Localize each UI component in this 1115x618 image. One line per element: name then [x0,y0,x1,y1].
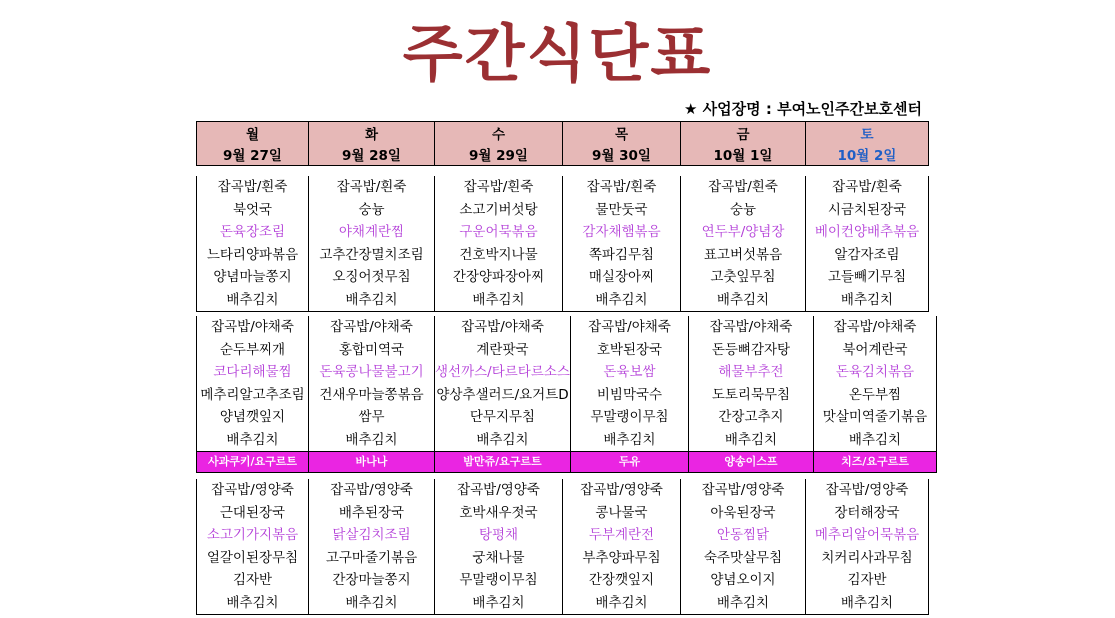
menu-row [197,361,937,384]
lunch-item: 배추김치 [813,429,936,452]
breakfast-item: 쪽파김무침 [563,244,681,267]
dinner-item: 부추양파무침 [563,547,681,570]
menu-row [197,244,929,267]
breakfast-item: 매실장아찌 [563,266,681,289]
dinner-item: 배추김치 [197,592,309,615]
dinner-item: 배추김치 [681,592,806,615]
breakfast-item: 숭늉 [309,199,435,222]
breakfast-item: 북엇국 [197,199,309,222]
dinner-item: 김자반 [806,569,929,592]
lunch-item: 잡곡밥/야채죽 [435,316,571,339]
lunch-item: 잡곡밥/야채죽 [688,316,813,339]
lunch-item: 순두부찌개 [197,339,309,362]
dinner-item: 치커리사과무침 [806,547,929,570]
dinner-item: 김자반 [197,569,309,592]
lunch-item: 무말랭이무침 [570,406,688,429]
lunch-item: 비빔막국수 [570,384,688,407]
menu-row [197,176,929,199]
breakfast-item: 잡곡밥/흰죽 [806,176,929,199]
lunch-item: 단무지무침 [435,406,571,429]
lunch-item: 돈육콩나물불고기 [309,361,435,384]
date-wed: 9월 29일 [435,143,563,166]
lunch-item: 쌈무 [309,406,435,429]
snack-item: 두유 [570,452,688,473]
breakfast-item: 배추김치 [806,289,929,312]
lunch-item: 배추김치 [435,429,571,452]
lunch-item: 양념깻잎지 [197,406,309,429]
day-mon: 월 [197,122,309,144]
date-tue: 9월 28일 [309,143,435,166]
lunch-item: 홍합미역국 [309,339,435,362]
breakfast-item: 베이컨양배추볶음 [806,221,929,244]
day-tue: 화 [309,122,435,144]
lunch-item: 해물부추전 [688,361,813,384]
dinner-item: 배추김치 [563,592,681,615]
day-header [196,121,929,166]
day-thu: 목 [563,122,681,144]
breakfast-item: 배추김치 [435,289,563,312]
menu-row [197,479,929,502]
dinner-item: 배추김치 [806,592,929,615]
breakfast-item: 잡곡밥/흰죽 [309,176,435,199]
breakfast-item: 간장양파장아찌 [435,266,563,289]
dinner-item: 아욱된장국 [681,502,806,525]
breakfast-item: 잡곡밥/흰죽 [197,176,309,199]
lunch-item: 간장고추지 [688,406,813,429]
dinner-item: 콩나물국 [563,502,681,525]
menu-row [197,502,929,525]
lunch-item: 배추김치 [197,429,309,452]
dinner-item: 안동찜닭 [681,524,806,547]
dinner-item: 장터해장국 [806,502,929,525]
snack-item: 치즈/요구르트 [813,452,936,473]
menu-row [197,592,929,615]
date-thu: 9월 30일 [563,143,681,166]
dinner-item: 숙주맛살무침 [681,547,806,570]
lunch-item: 돈육보쌈 [570,361,688,384]
menu-row [197,316,937,339]
menu-row [197,429,937,452]
snack-item: 양송이스프 [688,452,813,473]
dinner-item: 무말랭이무침 [435,569,563,592]
dinner-item: 잡곡밥/영양죽 [309,479,435,502]
breakfast-item: 배추김치 [681,289,806,312]
lunch-item: 건새우마늘쫑볶음 [309,384,435,407]
lunch-item: 잡곡밥/야채죽 [197,316,309,339]
day-wed: 수 [435,122,563,144]
lunch-item: 맛살미역줄기볶음 [813,406,936,429]
breakfast-item: 소고기버섯탕 [435,199,563,222]
dinner-item: 궁채나물 [435,547,563,570]
dinner-table [196,479,929,615]
snack-item: 사과쿠키/요구르트 [197,452,309,473]
breakfast-item: 표고버섯볶음 [681,244,806,267]
breakfast-item: 건호박지나물 [435,244,563,267]
date-fri: 10월 1일 [681,143,806,166]
lunch-item: 배추김치 [309,429,435,452]
dinner-item: 두부계란전 [563,524,681,547]
dinner-item: 닭살김치조림 [309,524,435,547]
lunch-item: 잡곡밥/야채죽 [570,316,688,339]
menu-row [197,569,929,592]
dinner-item: 탕평채 [435,524,563,547]
breakfast-item: 배추김치 [197,289,309,312]
breakfast-item: 알감자조림 [806,244,929,267]
breakfast-item: 숭늉 [681,199,806,222]
breakfast-table [196,176,929,312]
breakfast-item: 야채계란찜 [309,221,435,244]
lunch-item: 배추김치 [570,429,688,452]
dinner-item: 잡곡밥/영양죽 [563,479,681,502]
breakfast-item: 오징어젓무침 [309,266,435,289]
dinner-item: 고구마줄기볶음 [309,547,435,570]
lunch-item: 양상추샐러드/요거트D [435,384,571,407]
lunch-item: 도토리묵무침 [688,384,813,407]
menu-row [197,384,937,407]
dinner-item: 메추리알어묵볶음 [806,524,929,547]
lunch-item: 돈등뼈감자탕 [688,339,813,362]
dinner-item: 얼갈이된장무침 [197,547,309,570]
breakfast-item: 고들빼기무침 [806,266,929,289]
lunch-item: 계란팟국 [435,339,571,362]
dinner-item: 배추김치 [309,592,435,615]
lunch-item: 메추리알고추조림 [197,384,309,407]
breakfast-item: 잡곡밥/흰죽 [435,176,563,199]
dinner-item: 양념오이지 [681,569,806,592]
lunch-item: 호박된장국 [570,339,688,362]
lunch-item: 돈육김치볶음 [813,361,936,384]
breakfast-item: 배추김치 [309,289,435,312]
menu-row [197,221,929,244]
breakfast-item: 잡곡밥/흰죽 [681,176,806,199]
dinner-item: 잡곡밥/영양죽 [806,479,929,502]
dinner-item: 잡곡밥/영양죽 [681,479,806,502]
menu-row [197,547,929,570]
menu-row [197,339,937,362]
day-sat: 토 [806,122,929,144]
breakfast-item: 양념마늘쫑지 [197,266,309,289]
menu-row [197,289,929,312]
breakfast-item: 돈육장조림 [197,221,309,244]
breakfast-item: 느타리양파볶음 [197,244,309,267]
lunch-item: 코다리해물찜 [197,361,309,384]
day-fri: 금 [681,122,806,144]
dinner-item: 배추된장국 [309,502,435,525]
menu-row [197,406,937,429]
breakfast-item: 배추김치 [563,289,681,312]
breakfast-item: 고추간장멸치조림 [309,244,435,267]
breakfast-item: 연두부/양념장 [681,221,806,244]
breakfast-item: 시금치된장국 [806,199,929,222]
menu-row [197,266,929,289]
snack-row [197,452,937,473]
lunch-table [196,316,937,473]
page-title: 주간식단표 [402,17,713,90]
breakfast-item: 감자채햄볶음 [563,221,681,244]
menu-row [197,524,929,547]
breakfast-item: 물만둣국 [563,199,681,222]
snack-item: 바나나 [309,452,435,473]
dinner-item: 간장마늘쫑지 [309,569,435,592]
breakfast-item: 고춧잎무침 [681,266,806,289]
lunch-item: 잡곡밥/야채죽 [813,316,936,339]
dinner-item: 소고기가지볶음 [197,524,309,547]
dinner-item: 간장깻잎지 [563,569,681,592]
lunch-item: 온두부찜 [813,384,936,407]
lunch-item: 잡곡밥/야채죽 [309,316,435,339]
dinner-item: 잡곡밥/영양죽 [197,479,309,502]
dinner-item: 근대된장국 [197,502,309,525]
date-sat: 10월 2일 [806,143,929,166]
menu-row [197,199,929,222]
facility-name: ★ 사업장명 : 부여노인주간보호센터 [684,100,922,118]
breakfast-item: 구운어묵볶음 [435,221,563,244]
date-mon: 9월 27일 [197,143,309,166]
dinner-item: 배추김치 [435,592,563,615]
dinner-item: 호박새우젓국 [435,502,563,525]
lunch-item: 생선까스/타르타르소스 [435,361,571,384]
lunch-item: 배추김치 [688,429,813,452]
dinner-item: 잡곡밥/영양죽 [435,479,563,502]
lunch-item: 북어계란국 [813,339,936,362]
snack-item: 밤만쥬/요구르트 [435,452,571,473]
breakfast-item: 잡곡밥/흰죽 [563,176,681,199]
